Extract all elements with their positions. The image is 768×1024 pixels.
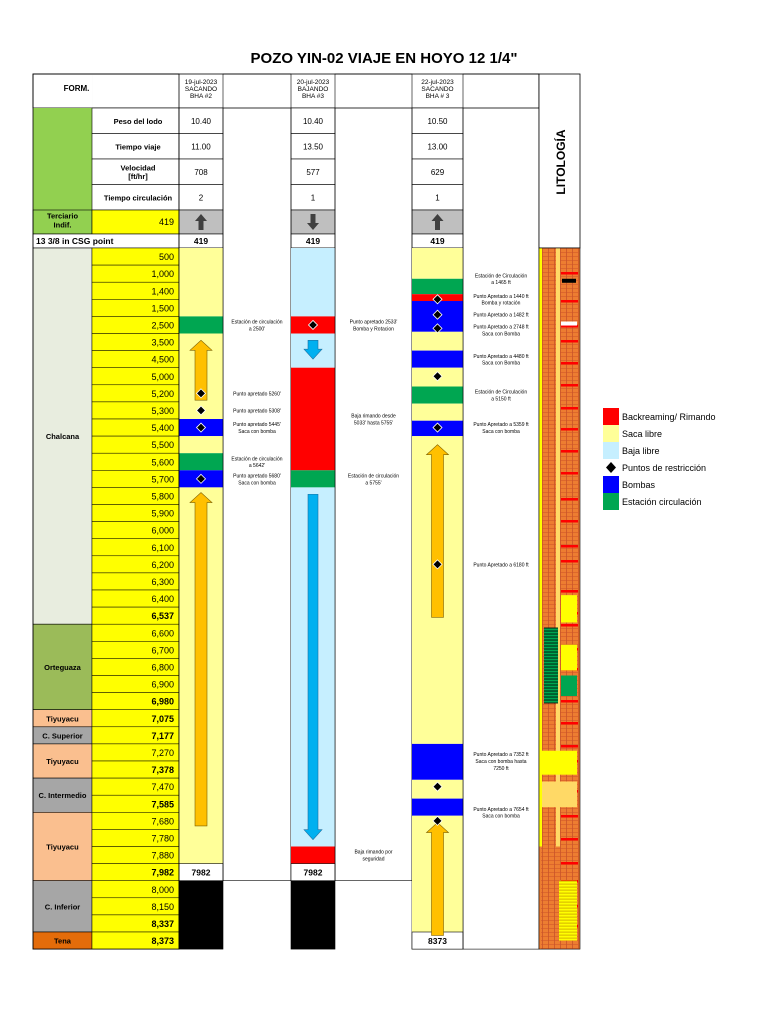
band-circ bbox=[412, 387, 463, 404]
depth-label: 7,470 bbox=[151, 782, 174, 793]
formation-label: C. Superior bbox=[42, 731, 83, 741]
lithology-green-hatch bbox=[544, 682, 558, 683]
lithology-yellow-hatch bbox=[559, 932, 577, 933]
legend-swatch-saca bbox=[603, 425, 619, 442]
lithology-red-band bbox=[561, 520, 578, 523]
form-header-label: FORM. bbox=[63, 84, 90, 93]
lithology-green-hatch bbox=[544, 694, 558, 695]
lithology-vline bbox=[560, 248, 561, 949]
band-circ bbox=[412, 279, 463, 294]
terciario-depth: 419 bbox=[158, 217, 174, 227]
lithology-red-band bbox=[561, 862, 578, 865]
depth-label: 3,500 bbox=[151, 337, 174, 348]
lithology-yellow-block bbox=[559, 881, 577, 941]
band-bomba bbox=[412, 351, 463, 368]
parameter-value: 708 bbox=[194, 167, 208, 177]
band-saca bbox=[179, 436, 223, 453]
lithology-green-hatch bbox=[544, 628, 558, 629]
litologia-label: LITOLOGÍA bbox=[554, 129, 568, 195]
depth-label: 6,200 bbox=[151, 559, 174, 570]
formation-label: C. Inferior bbox=[44, 902, 81, 912]
depth-label: 5,800 bbox=[151, 491, 174, 502]
lithology-green-hatch bbox=[544, 637, 558, 638]
depth-label: 5,600 bbox=[151, 457, 174, 468]
lithology-yellow-hatch bbox=[559, 890, 577, 891]
lithology-green-hatch bbox=[544, 700, 558, 701]
lithology-green-band bbox=[561, 676, 577, 697]
lithology-red-band bbox=[561, 590, 578, 593]
lithology-vline bbox=[542, 248, 543, 949]
lithology-red-band bbox=[561, 722, 578, 725]
depth-label: 8,000 bbox=[151, 884, 174, 895]
lithology-green-hatch bbox=[544, 664, 558, 665]
lithology-yellow-hatch bbox=[559, 923, 577, 924]
lithology-red-band bbox=[561, 838, 578, 841]
depth-label: 6,000 bbox=[151, 525, 174, 536]
lithology-green-hatch bbox=[544, 661, 558, 662]
lithology-red-band bbox=[561, 700, 578, 703]
trip-date-1: 19-jul-2023 bbox=[184, 79, 218, 86]
casing-label: 13 3/8 in CSG point bbox=[36, 236, 114, 246]
lithology-green-block bbox=[544, 628, 558, 703]
lithology-yellow-hatch bbox=[559, 917, 577, 918]
depth-label: 7,075 bbox=[151, 713, 174, 724]
formation-label: Tiyuyacu bbox=[46, 714, 79, 724]
trip-note: Punto Apretado a 4480 ft Saca con Bomba bbox=[473, 353, 529, 367]
trip-note: Punto Apretado a 7352 ft Saca con bomba hasta 7250 ft bbox=[473, 752, 529, 772]
lithology-red-band bbox=[561, 624, 578, 627]
trip-note: Estación de circulación a 5755' bbox=[347, 473, 400, 487]
legend-swatch-bomba bbox=[603, 476, 619, 493]
legend-label-baja: Baja libre bbox=[622, 446, 660, 456]
trip-bha-3: BHA # 3 bbox=[425, 93, 450, 100]
parameter-value: 1 bbox=[310, 193, 316, 203]
final-depth-1: 7982 bbox=[191, 867, 211, 878]
parameter-value: 10.40 bbox=[302, 116, 324, 126]
depth-label: 1,400 bbox=[151, 286, 174, 297]
depth-label: 2,500 bbox=[151, 320, 174, 331]
lithology-red-band bbox=[561, 428, 578, 431]
legend-swatch-circ bbox=[603, 493, 619, 510]
lithology-green-hatch bbox=[544, 670, 558, 671]
trip-note: Punto Apretado a 1482 ft bbox=[473, 312, 529, 319]
lithology-yellow-hatch bbox=[559, 896, 577, 897]
lithology-red-band bbox=[561, 745, 578, 748]
lithology-yellow-hatch bbox=[559, 887, 577, 888]
lithology-green-hatch bbox=[544, 640, 558, 641]
trip-note: Punto apretado 5680' Saca con bomba bbox=[233, 473, 281, 487]
lithology-red-band bbox=[561, 560, 578, 563]
band-circ bbox=[179, 453, 223, 470]
depth-label: 6,537 bbox=[151, 611, 174, 622]
depth-label: 6,600 bbox=[151, 628, 174, 639]
band-rimando bbox=[291, 368, 335, 471]
band-circ bbox=[179, 316, 223, 333]
band-saca bbox=[412, 248, 463, 279]
lithology-yellow-hatch bbox=[559, 920, 577, 921]
trip-note: Baja rimando por seguridad bbox=[354, 849, 393, 863]
diamond-icon bbox=[606, 462, 616, 473]
depth-label: 7,880 bbox=[151, 850, 174, 861]
band-black bbox=[179, 881, 223, 949]
trip-note: Punto Apretado a 7654 ft Saca con bomba bbox=[473, 806, 529, 820]
trip-date-3: 22-jul-2023 bbox=[421, 79, 454, 86]
depth-label: 7,585 bbox=[151, 799, 174, 810]
lithology-vline bbox=[554, 248, 555, 949]
final-depth-2: 7982 bbox=[303, 867, 323, 878]
formation-label: Tena bbox=[54, 936, 71, 946]
trip-action-3: SACANDO bbox=[421, 86, 454, 93]
casing-value: 419 bbox=[430, 236, 445, 246]
depth-label: 1,500 bbox=[151, 303, 174, 314]
depth-label: 6,300 bbox=[151, 576, 174, 587]
depth-label: 5,700 bbox=[151, 474, 174, 485]
lithology-column bbox=[539, 248, 580, 949]
lithology-green-hatch bbox=[544, 631, 558, 632]
lithology-green-hatch bbox=[544, 685, 558, 686]
lithology-yellow-hatch bbox=[559, 938, 577, 939]
trip-bha-1: BHA #2 bbox=[189, 93, 213, 100]
lithology-green-hatch bbox=[544, 655, 558, 656]
lithology-yellow-hatch bbox=[559, 899, 577, 900]
depth-label: 6,980 bbox=[151, 696, 174, 707]
lithology-green-hatch bbox=[544, 697, 558, 698]
trip-note: Punto Apretado a 1440 ft Bomba y rotación bbox=[473, 293, 529, 307]
lithology-red-band bbox=[561, 384, 578, 387]
depth-label: 6,900 bbox=[151, 679, 174, 690]
depth-label: 7,680 bbox=[151, 816, 174, 827]
lithology-red-band bbox=[561, 300, 578, 303]
trip-note: Estación de circulación a 5642' bbox=[231, 456, 283, 470]
depth-label: 5,000 bbox=[151, 371, 174, 382]
band-black bbox=[291, 881, 335, 949]
trip-note: Baja rimando desde 5033' hasta 5755' bbox=[351, 413, 396, 427]
parameter-value: 13.00 bbox=[427, 142, 448, 152]
trip-note: Punto apretado 5260' bbox=[233, 391, 281, 398]
formation-label: Orteguaza bbox=[44, 662, 81, 672]
trip-bha-2: BHA #3 bbox=[301, 93, 325, 100]
page-title: POZO YIN-02 VIAJE EN HOYO 12 1/4" bbox=[250, 50, 518, 67]
band-rimando bbox=[291, 847, 335, 864]
parameter-value: 13.50 bbox=[302, 142, 324, 152]
lithology-vline bbox=[578, 248, 579, 949]
depth-label: 6,700 bbox=[151, 645, 174, 656]
lithology-red-band bbox=[561, 340, 578, 343]
lithology-green-hatch bbox=[544, 643, 558, 644]
lithology-yellow-hatch bbox=[559, 911, 577, 912]
parameter-label: Tiempo circulación bbox=[103, 193, 173, 203]
lithology-yellow-hatch bbox=[559, 929, 577, 930]
band-bomba bbox=[412, 799, 463, 816]
depth-label: 5,500 bbox=[151, 440, 174, 451]
parameter-label: Velocidad [ft/hr] bbox=[120, 163, 156, 182]
lithology-red-band bbox=[561, 815, 578, 818]
legend-label-marker: Puntos de restricción bbox=[622, 463, 707, 473]
parameter-value: 2 bbox=[198, 193, 204, 203]
lithology-black-mark bbox=[562, 279, 576, 283]
lithology-green-hatch bbox=[544, 703, 558, 704]
band-baja bbox=[291, 248, 335, 316]
trip-note: Punto apretado 2533' Bomba y Rotacion bbox=[349, 319, 398, 333]
trip-action-1: SACANDO bbox=[184, 86, 218, 93]
trip-action-2: BAJANDO bbox=[297, 86, 329, 93]
lithology-yellow-block bbox=[542, 751, 577, 775]
lithology-red-band bbox=[561, 272, 578, 275]
lithology-white-mark bbox=[561, 322, 577, 326]
band-saca bbox=[412, 404, 463, 421]
lithology-green-hatch bbox=[544, 688, 558, 689]
lithology-yellow-hatch bbox=[559, 908, 577, 909]
band-saca bbox=[179, 248, 223, 316]
lithology-yellow-hatch bbox=[559, 926, 577, 927]
formation-label: Tiyuyacu bbox=[46, 757, 79, 766]
parameter-value: 1 bbox=[435, 193, 440, 203]
depth-label: 8,337 bbox=[151, 918, 174, 929]
depth-label: 1,000 bbox=[151, 269, 174, 280]
depth-label: 8,150 bbox=[151, 901, 174, 912]
trip-note: Estación de Circulación a 5150 ft bbox=[474, 389, 528, 403]
depth-label: 5,400 bbox=[151, 423, 174, 434]
terciario-formation-label: Terciario Indif. bbox=[46, 211, 79, 230]
depth-label: 5,300 bbox=[151, 405, 174, 416]
parameter-value: 11.00 bbox=[191, 142, 211, 152]
lithology-red-band bbox=[561, 362, 578, 365]
lithology-yellow-hatch bbox=[559, 893, 577, 894]
lithology-yellow-hatch bbox=[559, 914, 577, 915]
lithology-green-hatch bbox=[544, 676, 558, 677]
parameter-label: Peso del lodo bbox=[113, 116, 163, 126]
trip-date-2: 20-jul-2023 bbox=[296, 79, 330, 86]
trip-note: Punto apretado 5308' bbox=[233, 408, 281, 415]
trip-note: Punto Apretado a 6180 ft bbox=[473, 562, 529, 569]
final-depth-3: 8373 bbox=[428, 936, 447, 947]
lithology-vline bbox=[548, 248, 549, 949]
legend-label-circ: Estación circulación bbox=[622, 497, 702, 507]
legend-label-rimando: Backreaming/ Rimando bbox=[622, 412, 716, 422]
depth-label: 6,100 bbox=[151, 542, 174, 553]
depth-label: 6,800 bbox=[151, 662, 174, 673]
trip-note: Estación de Circulación a 1465 ft bbox=[474, 273, 528, 287]
legend-swatch-rimando bbox=[603, 408, 619, 425]
legend-label-bomba: Bombas bbox=[622, 480, 656, 490]
trip-note: Punto Apretado a 2748 ft Saca con Bomba bbox=[473, 324, 529, 338]
lithology-red-band bbox=[561, 498, 578, 501]
lithology-yellow-hatch bbox=[559, 905, 577, 906]
depth-label: 6,400 bbox=[151, 594, 174, 605]
lithology-red-band bbox=[561, 407, 578, 410]
depth-label: 4,500 bbox=[151, 354, 174, 365]
lithology-yellow-block bbox=[561, 645, 577, 671]
parameter-green-block bbox=[33, 108, 92, 210]
lithology-yellow-hatch bbox=[559, 935, 577, 936]
depth-label: 7,270 bbox=[151, 747, 174, 758]
lithology-red-band bbox=[561, 472, 578, 475]
depth-label: 5,900 bbox=[151, 508, 174, 519]
lithology-yellow-hatch bbox=[559, 884, 577, 885]
depth-label: 5,200 bbox=[151, 388, 174, 399]
lithology-yellow-edge bbox=[539, 248, 542, 847]
casing-value: 419 bbox=[305, 236, 321, 246]
band-saca bbox=[412, 332, 463, 351]
depth-label: 8,373 bbox=[151, 936, 174, 947]
lithology-green-hatch bbox=[544, 667, 558, 668]
lithology-red-band bbox=[561, 545, 578, 548]
casing-value: 419 bbox=[193, 236, 209, 246]
parameter-label: Tiempo viaje bbox=[115, 142, 161, 152]
parameter-value: 577 bbox=[306, 167, 320, 177]
lithology-green-hatch bbox=[544, 658, 558, 659]
parameter-value: 10.40 bbox=[190, 116, 212, 126]
legend-swatch-baja bbox=[603, 442, 619, 459]
parameter-value: 10.50 bbox=[427, 116, 448, 126]
depth-label: 7,982 bbox=[151, 867, 174, 878]
lithology-green-hatch bbox=[544, 649, 558, 650]
lithology-green-hatch bbox=[544, 652, 558, 653]
formation-label: Chalcana bbox=[45, 432, 80, 442]
lithology-green-hatch bbox=[544, 634, 558, 635]
depth-label: 500 bbox=[158, 252, 174, 263]
depth-label: 7,780 bbox=[151, 833, 174, 844]
lithology-green-hatch bbox=[544, 679, 558, 680]
band-bomba bbox=[412, 744, 463, 780]
trip-note: Punto apretado 5445' Saca con bomba bbox=[233, 422, 281, 435]
lithology-green-hatch bbox=[544, 691, 558, 692]
parameter-value: 629 bbox=[430, 167, 445, 177]
lithology-yellow-block bbox=[542, 782, 577, 808]
trip-note: Punto Apretado a 5359 ft Saca con bomba bbox=[473, 422, 529, 435]
lithology-yellow-block bbox=[561, 595, 577, 622]
trip-note: Estación de circulación a 2500' bbox=[231, 319, 283, 333]
legend-label-saca: Saca libre bbox=[622, 429, 663, 439]
depth-label: 7,177 bbox=[151, 730, 174, 741]
lithology-yellow-hatch bbox=[559, 902, 577, 903]
band-circ bbox=[291, 470, 335, 487]
depth-label: 7,378 bbox=[151, 765, 174, 776]
formation-label: Tiyuyacu bbox=[46, 842, 79, 852]
lithology-yellow-hatch bbox=[559, 881, 577, 882]
formation-label: C. Intermedio bbox=[38, 791, 87, 801]
lithology-green-hatch bbox=[544, 646, 558, 647]
lithology-red-band bbox=[561, 450, 578, 453]
lithology-green-hatch bbox=[544, 673, 558, 674]
